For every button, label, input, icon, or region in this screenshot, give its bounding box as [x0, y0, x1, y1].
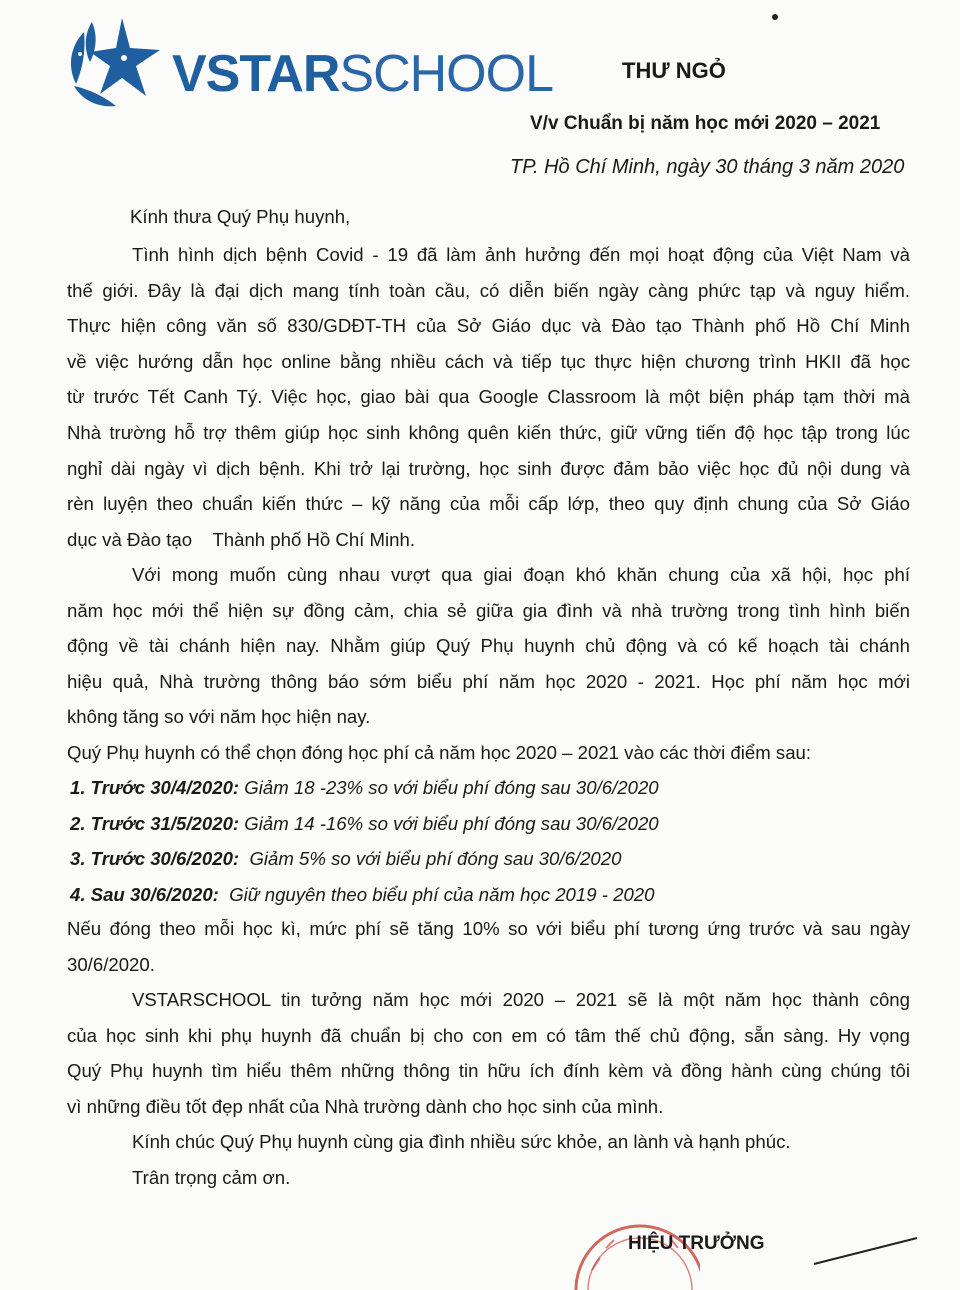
option-detail: Giảm 18 -23% so với biểu phí đóng sau 30/6/2020 — [239, 777, 659, 798]
para1-line: Thực hiện công văn số 830/GDĐT-TH của Sở Giáo dục và Đào tạo Thành phố Hồ Chí Minh — [67, 315, 910, 337]
logo-wordmark — [172, 44, 553, 104]
option-label: 4. Sau 30/6/2020: — [70, 883, 219, 905]
para2-line: không tăng so với năm học hiện nay. — [67, 706, 371, 728]
option-label: 1. Trước 30/4/2020: — [70, 777, 240, 798]
para1-line: Tình hình dịch bệnh Covid - 19 đã làm ảnh hưởng đến mọi hoạt động của Việt Nam và — [132, 244, 910, 265]
para1-line: về việc hướng dẫn học online bằng nhiều cách và tiếp tục thực hiện chương trình HKII đã học — [67, 350, 910, 372]
para1-line: thế giới. Đây là đại dịch mang tính toàn cầu, có diễn biến ngày càng phức tạp và nguy hiểm. — [67, 279, 910, 301]
semester-note — [67, 911, 910, 982]
para2-line: năm học mới thể hiện sự đồng cảm, chia sẻ giữa gia đình và nhà trường trong tình hình biến — [67, 599, 910, 621]
semester-line: Nếu đóng theo mỗi học kì, mức phí sẽ tăng 10% so với biểu phí tương ứng trước và sau ngày — [67, 918, 910, 939]
para1-line: Nhà trường hỗ trợ thêm giúp học sinh không quên kiến thức, giữ vững tiến độ học tập trong lúc — [67, 421, 910, 443]
payment-options — [70, 770, 910, 912]
para2-line: Với mong muốn cùng nhau vượt qua giai đoạn khó khăn chung của xã hội, học phí — [132, 564, 910, 585]
option-item — [70, 841, 910, 877]
para1-line: nghỉ dài ngày vì dịch bệnh. Khi trở lại trường, học sinh được đảm bảo việc học đủ nội dung và — [67, 457, 910, 479]
option-item — [70, 877, 910, 913]
signature-stroke-icon — [812, 1236, 922, 1266]
option-detail: Giữ nguyên theo biểu phí của năm học 2019 - 2020 — [218, 883, 655, 905]
wishes: Kính chúc Quý Phụ huynh cùng gia đình nhiều sức khỏe, an lành và hạnh phúc. — [132, 1131, 791, 1152]
star-leaf-icon — [62, 14, 172, 114]
paragraph-2 — [67, 557, 910, 771]
logo-wordmark-light: SCHOOL — [339, 45, 553, 103]
para3-line: Quý Phụ huynh tìm hiểu thêm những thông tin hữu ích đính kèm và đồng hành cùng chúng tôi — [67, 1060, 910, 1082]
scan-speck — [772, 14, 778, 20]
option-item — [70, 806, 910, 842]
option-detail: Giảm 14 -16% so với biểu phí đóng sau 30/6/2020 — [239, 812, 659, 834]
paragraph-1 — [67, 237, 910, 557]
para1-line: rèn luyện theo chuẩn kiến thức – kỹ năng của mỗi cấp lớp, theo quy định chung của Sở Giáo — [67, 493, 910, 515]
paragraph-3 — [67, 982, 910, 1124]
para2-line: hiệu quả, Nhà trường thông báo sớm biểu phí năm học 2020 - 2021. Học phí năm học mới — [67, 670, 910, 692]
para3-line: VSTARSCHOOL tin tưởng năm học mới 2020 – 2021 sẽ là một năm học thành công — [132, 989, 910, 1010]
para1-line: dục và Đào tạo Thành phố Hồ Chí Minh. — [67, 528, 415, 550]
letter-dateline: TP. Hồ Chí Minh, ngày 30 tháng 3 năm 2020 — [510, 156, 905, 178]
para1-line: từ trước Tết Canh Tý. Việc học, giao bài qua Google Classroom là một biện pháp tạm thời mà — [67, 386, 910, 408]
letter-title: THƯ NGỎ — [622, 58, 726, 83]
option-label: 2. Trước 31/5/2020: — [70, 812, 240, 834]
salutation: Kính thưa Quý Phụ huynh, — [130, 206, 351, 227]
thanks: Trân trọng cảm ơn. — [132, 1167, 291, 1188]
logo-wordmark-bold: VSTAR — [172, 45, 340, 103]
school-logo — [62, 14, 553, 114]
signatory-title: HIỆU TRƯỞNG — [628, 1233, 765, 1254]
option-detail: Giảm 5% so với biểu phí đóng sau 30/6/2020 — [239, 848, 622, 870]
para3-line: vì những điều tốt đẹp nhất của Nhà trường dành cho học sinh của mình. — [67, 1095, 664, 1117]
para3-line: của học sinh khi phụ huynh đã chuẩn bị cho con em có tâm thế chủ động, sẵn sàng. Hy vọng — [67, 1024, 910, 1046]
option-item — [70, 770, 910, 806]
semester-line: 30/6/2020. — [67, 953, 155, 975]
letter-subject: V/v Chuẩn bị năm học mới 2020 – 2021 — [530, 113, 881, 134]
option-label: 3. Trước 30/6/2020: — [70, 848, 240, 870]
para2-line: động về tài chánh hiện nay. Nhằm giúp Quý Phụ huynh chủ động và có kế hoạch tài chánh — [67, 635, 910, 657]
options-intro: Quý Phụ huynh có thể chọn đóng học phí cả năm học 2020 – 2021 vào các thời điểm sau: — [67, 741, 812, 763]
